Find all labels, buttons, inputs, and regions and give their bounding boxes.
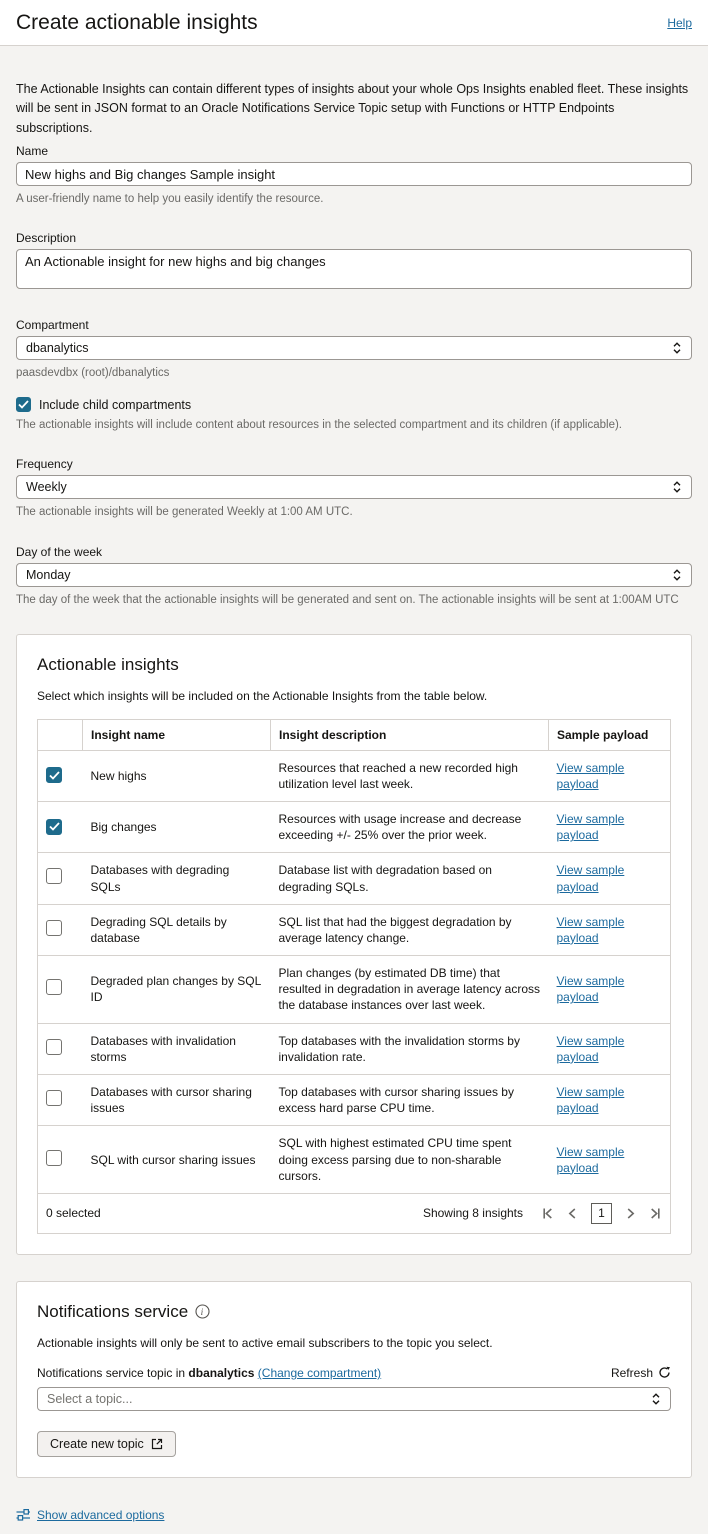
insight-description: Plan changes (by estimated DB time) that resulted in degradation in average latency across the database instances over last week. xyxy=(271,956,549,1024)
table-row xyxy=(38,1075,671,1126)
frequency-field-group xyxy=(16,457,692,520)
row-checkbox[interactable] xyxy=(46,767,62,783)
row-checkbox[interactable] xyxy=(46,819,62,835)
insight-description: Database list with degradation based on degrading SQLs. xyxy=(271,853,549,904)
table-row xyxy=(38,956,671,1024)
chevron-up-down-icon xyxy=(672,480,682,494)
description-field-group xyxy=(16,231,692,294)
table-header-row xyxy=(38,719,671,750)
selected-count: 0 selected xyxy=(46,1206,101,1221)
name-helper: A user-friendly name to help you easily identify the resource. xyxy=(16,193,324,206)
compartment-select[interactable] xyxy=(16,336,692,360)
svg-text:i: i xyxy=(200,1308,204,1319)
insights-table xyxy=(37,719,671,1194)
chevron-up-down-icon xyxy=(672,568,682,582)
description-input[interactable] xyxy=(16,249,692,289)
topic-placeholder: Select a topic... xyxy=(47,1391,133,1406)
create-topic-label: Create new topic xyxy=(50,1436,144,1451)
refresh-label: Refresh xyxy=(610,1365,653,1380)
compartment-label: Compartment xyxy=(16,318,89,333)
next-page-icon[interactable] xyxy=(624,1207,637,1220)
compartment-helper: paasdevdbx (root)/dbanalytics xyxy=(16,367,170,380)
last-page-icon[interactable] xyxy=(649,1207,662,1220)
frequency-helper: The actionable insights will be generated Weekly at 1:00 AM UTC. xyxy=(16,506,353,519)
name-input[interactable] xyxy=(16,162,692,186)
include-children-row xyxy=(16,397,692,412)
form-body xyxy=(0,46,708,1494)
insights-panel-title: Actionable insights xyxy=(37,654,179,674)
view-sample-payload-link[interactable]: View sample payload xyxy=(556,863,625,894)
insight-name: Degraded plan changes by SQL ID xyxy=(83,956,271,1024)
sliders-icon xyxy=(16,1508,31,1522)
name-field-group xyxy=(16,144,692,207)
refresh-button[interactable] xyxy=(611,1366,671,1380)
insight-description: SQL with highest estimated CPU time spent doing excess parsing due to non-sharable cursors. xyxy=(271,1126,549,1194)
insights-panel-subtitle: Select which insights will be included on the Actionable Insights from the table below. xyxy=(37,688,488,703)
table-row xyxy=(38,1023,671,1074)
insight-description: Resources with usage increase and decrease exceeding +/- 25% over the prior week. xyxy=(271,801,549,852)
row-checkbox[interactable] xyxy=(46,979,62,995)
table-row xyxy=(38,801,671,852)
day-of-week-helper: The day of the week that the actionable insights will be generated and sent on. The actionable insights will be sent at 1:00AM UTC xyxy=(16,593,679,606)
show-advanced-options-link[interactable] xyxy=(16,1508,164,1522)
view-sample-payload-link[interactable]: View sample payload xyxy=(556,974,625,1005)
frequency-select[interactable] xyxy=(16,475,692,499)
row-checkbox[interactable] xyxy=(46,1039,62,1055)
advanced-options-label: Show advanced options xyxy=(37,1507,165,1522)
insight-name: Databases with cursor sharing issues xyxy=(83,1075,271,1126)
page-header xyxy=(0,0,708,46)
page-title: Create actionable insights xyxy=(16,10,258,34)
insight-name: Databases with invalidation storms xyxy=(83,1023,271,1074)
topic-label-prefix: Notifications service topic in xyxy=(37,1365,186,1380)
day-of-week-label: Day of the week xyxy=(16,544,103,559)
description-label: Description xyxy=(16,231,77,246)
sample-payload-column-header: Sample payload xyxy=(549,719,671,750)
actionable-insights-panel xyxy=(16,634,692,1255)
view-sample-payload-link[interactable]: View sample payload xyxy=(556,811,625,843)
view-sample-payload-link[interactable]: View sample payload xyxy=(556,1085,625,1116)
view-sample-payload-link[interactable]: View sample payload xyxy=(556,1033,625,1064)
insight-name-column-header: Insight name xyxy=(83,719,271,750)
table-row xyxy=(38,1126,671,1194)
intro-text: The Actionable Insights can contain different types of insights about your whole Ops Insights enabled fleet. These insights will be sent in JSON format to an Oracle Notifications Service Topic setup with Functions or HTTP Endpoints subscriptions. xyxy=(16,82,689,135)
first-page-icon[interactable] xyxy=(541,1207,554,1220)
day-of-week-select[interactable] xyxy=(16,563,692,587)
frequency-label: Frequency xyxy=(16,457,73,472)
prev-page-icon[interactable] xyxy=(566,1207,579,1220)
notifications-description: Actionable insights will only be sent to active email subscribers to the topic you select. xyxy=(37,1335,493,1350)
insight-description: SQL list that had the biggest degradation by average latency change. xyxy=(271,904,549,955)
view-sample-payload-link[interactable]: View sample payload xyxy=(556,760,625,791)
create-new-topic-button[interactable] xyxy=(37,1431,176,1457)
include-child-compartments-checkbox[interactable] xyxy=(16,397,31,412)
notifications-service-panel xyxy=(16,1281,692,1478)
table-row xyxy=(38,904,671,955)
insight-name: SQL with cursor sharing issues xyxy=(83,1126,271,1194)
showing-count: Showing 8 insights xyxy=(422,1206,523,1221)
notifications-panel-title xyxy=(37,1302,671,1322)
frequency-selected-value: Weekly xyxy=(26,480,67,495)
day-of-week-field-group xyxy=(16,545,692,608)
topic-select[interactable] xyxy=(37,1387,671,1411)
insight-name: New highs xyxy=(83,750,271,801)
view-sample-payload-link[interactable]: View sample payload xyxy=(556,914,625,945)
topic-label-row xyxy=(37,1366,671,1380)
chevron-up-down-icon xyxy=(672,341,682,355)
day-of-week-selected-value: Monday xyxy=(26,567,71,582)
name-label: Name xyxy=(16,144,49,159)
table-row xyxy=(38,853,671,904)
checkbox-column-header xyxy=(38,719,83,750)
pagination xyxy=(423,1203,662,1224)
insight-name: Databases with degrading SQLs xyxy=(83,853,271,904)
circular-arrow-icon xyxy=(658,1366,671,1379)
row-checkbox[interactable] xyxy=(46,920,62,936)
insight-description: Top databases with cursor sharing issues by excess hard parse CPU time. xyxy=(271,1075,549,1126)
check-icon xyxy=(49,771,60,780)
include-children-helper: The actionable insights will include content about resources in the selected compartment and its children (if applicable). xyxy=(16,419,622,432)
chevron-up-down-icon xyxy=(651,1392,661,1406)
insights-table-body xyxy=(38,750,671,1193)
current-page-button[interactable]: 1 xyxy=(591,1203,612,1224)
insight-name: Big changes xyxy=(83,801,271,852)
row-checkbox[interactable] xyxy=(46,1150,62,1166)
notifications-title-text: Notifications service xyxy=(37,1301,189,1321)
external-link-icon xyxy=(151,1438,163,1450)
row-checkbox[interactable] xyxy=(46,868,62,884)
check-icon xyxy=(49,822,60,831)
insight-description: Top databases with the invalidation storms by invalidation rate. xyxy=(271,1023,549,1074)
row-checkbox[interactable] xyxy=(46,1090,62,1106)
include-children-label: Include child compartments xyxy=(39,397,192,412)
insight-name: Degrading SQL details by database xyxy=(83,904,271,955)
topic-compartment-name: dbanalytics xyxy=(188,1365,255,1380)
check-icon xyxy=(18,400,29,409)
insight-description: Resources that reached a new recorded high utilization level last week. xyxy=(271,750,549,801)
compartment-field-group xyxy=(16,318,692,381)
topic-label xyxy=(37,1366,381,1380)
help-link[interactable]: Help xyxy=(667,15,692,30)
view-sample-payload-link[interactable]: View sample payload xyxy=(556,1144,625,1175)
compartment-selected-value: dbanalytics xyxy=(26,341,89,356)
info-circle-icon[interactable] xyxy=(195,1304,210,1319)
insight-description-column-header: Insight description xyxy=(271,719,549,750)
change-compartment-link[interactable]: (Change compartment) xyxy=(257,1365,382,1380)
table-row xyxy=(38,750,671,801)
